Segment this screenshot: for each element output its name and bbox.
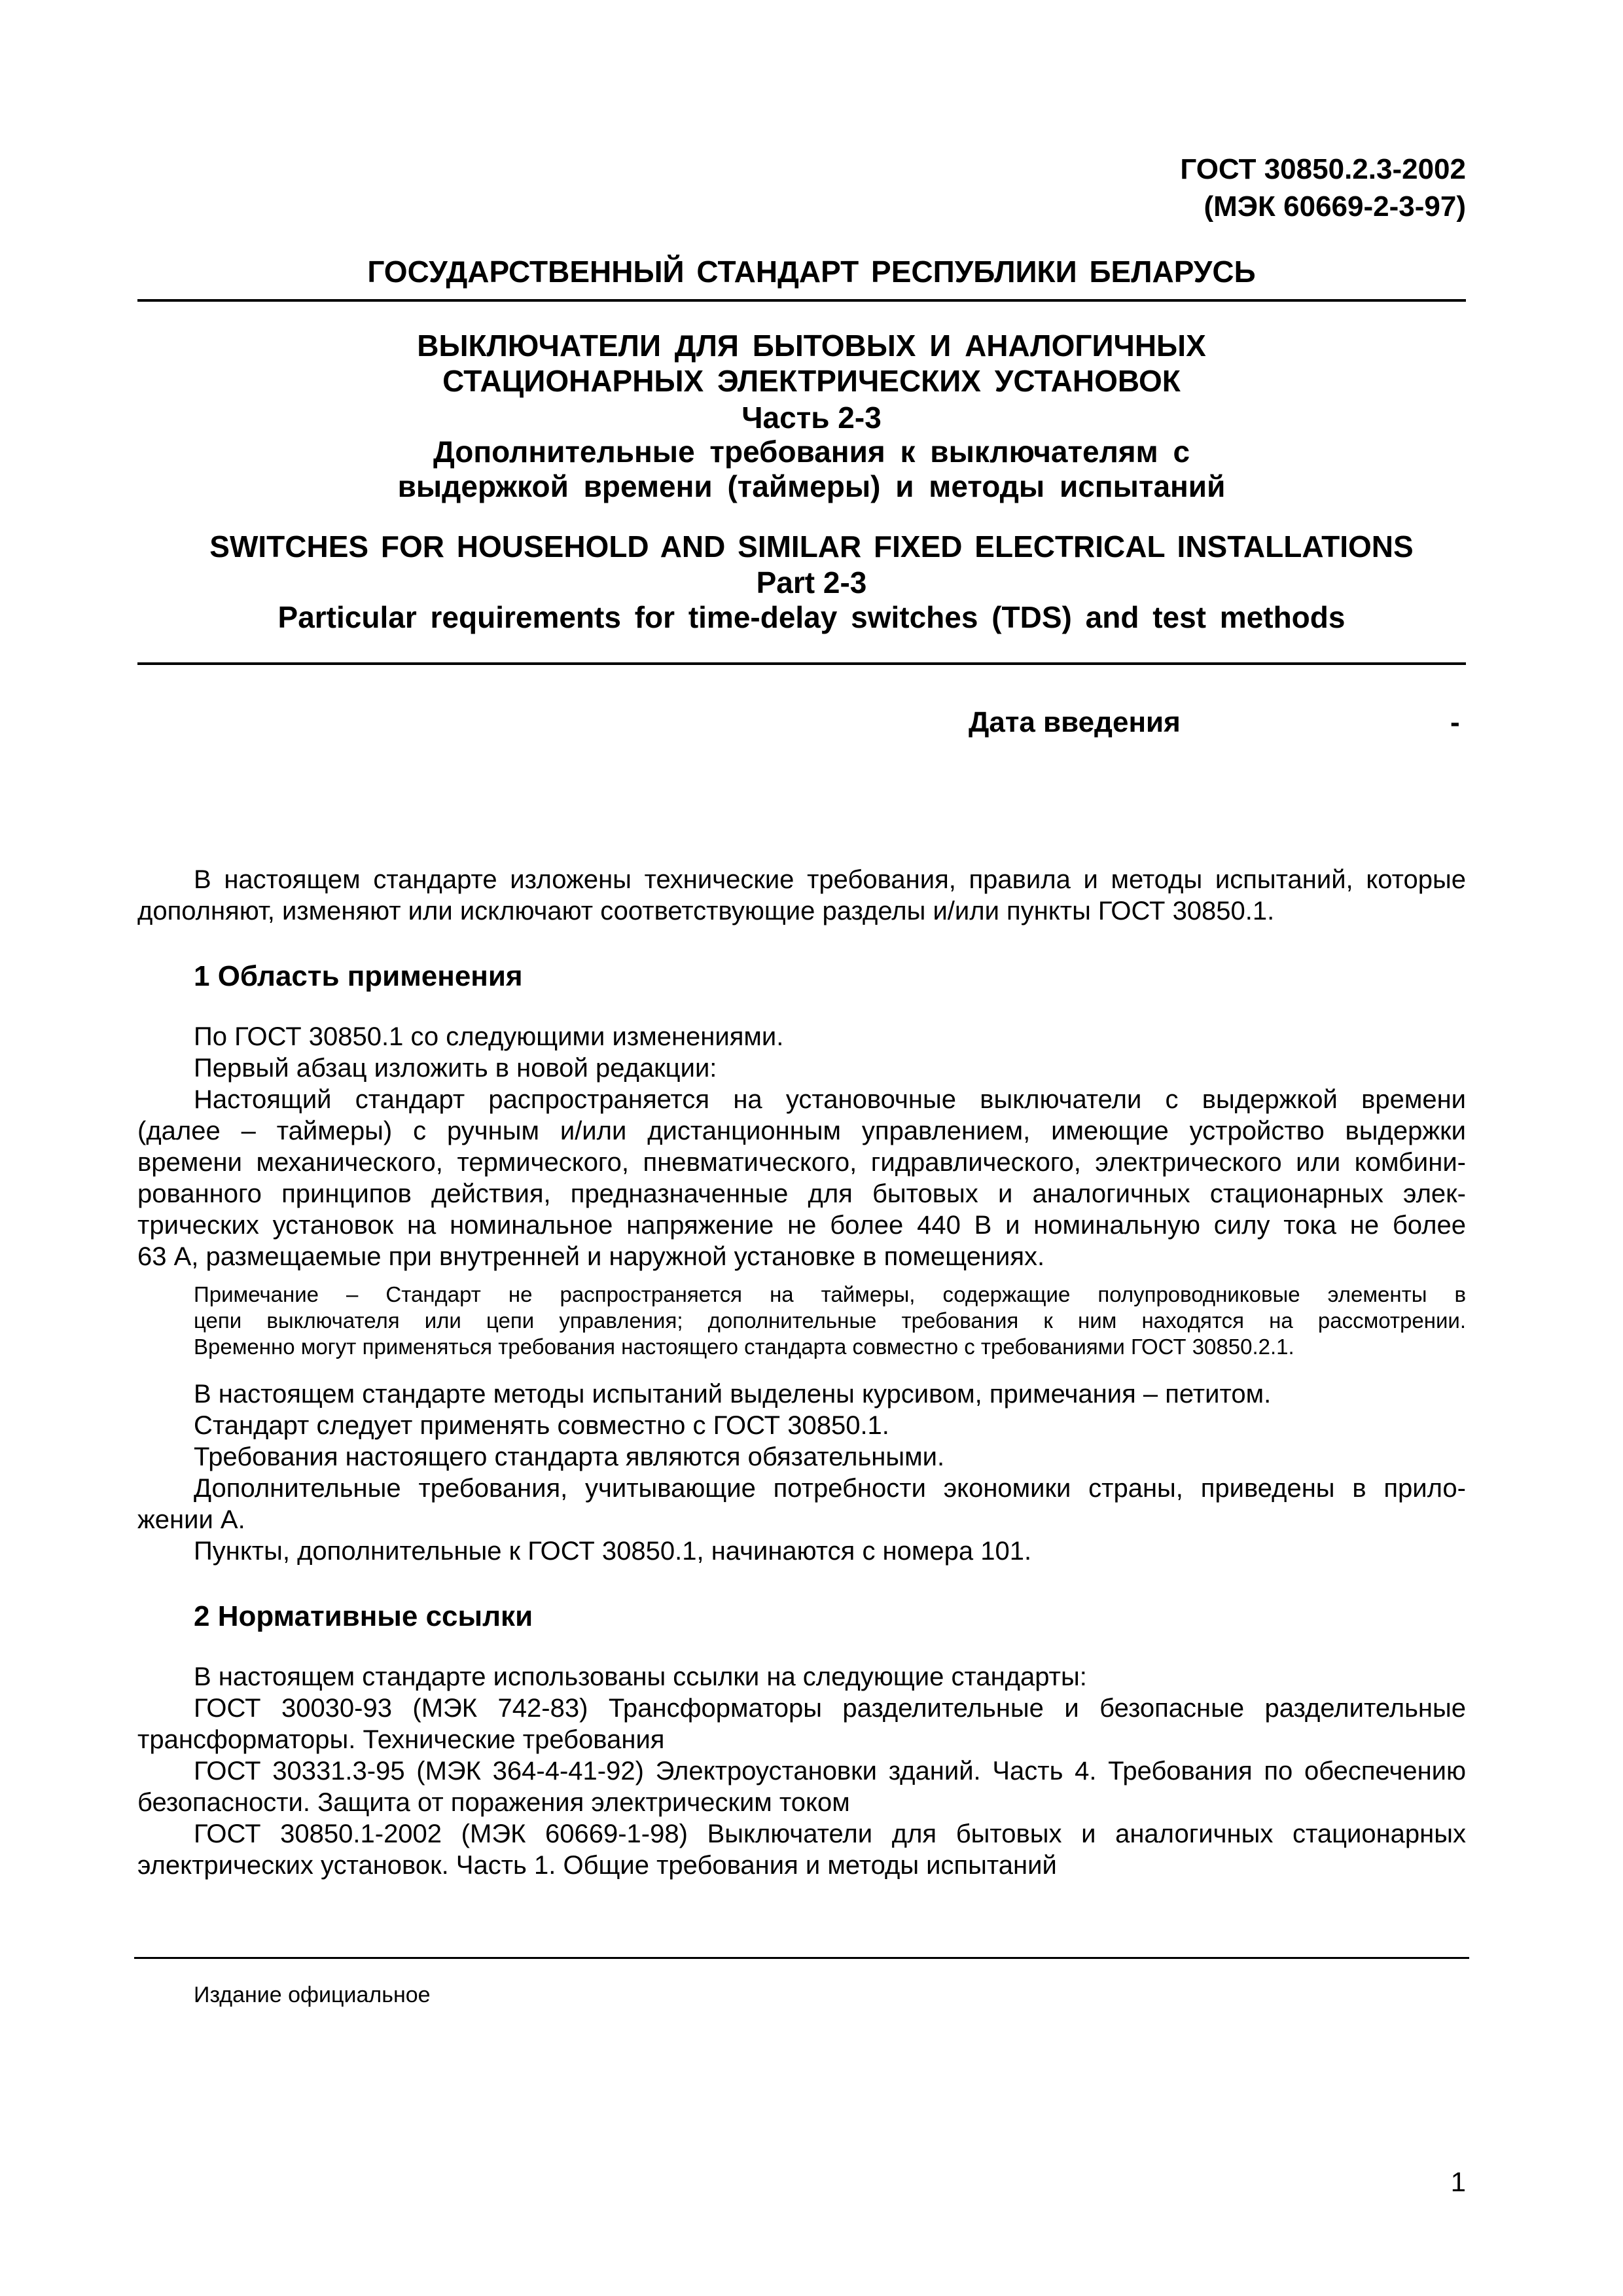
section1-p3-line4: рованного принципов действия, предназначенные для бытовых и аналогичных стационарных элек- [137, 1179, 1466, 1208]
section1-p3-line1: Настоящий стандарт распространяется на установочные выключатели с выдержкой времени [194, 1085, 1466, 1114]
gost-number: ГОСТ 30850.2.3-2002 [1180, 153, 1466, 185]
title-ru-part: Часть 2-3 [741, 401, 882, 435]
section2-ref2-line1: ГОСТ 30331.3-95 (МЭК 364-4-41-92) Электроустановки зданий. Часть 4. Требования по обеспечению [194, 1757, 1466, 1785]
section2-ref3-line1: ГОСТ 30850.1-2002 (МЭК 60669-1-98) Выключатели для бытовых и аналогичных стационарных [194, 1820, 1466, 1848]
section2-ref2-line2: безопасности. Защита от поражения электрическим током [137, 1788, 850, 1817]
section2-ref3-line2: электрических установок. Часть 1. Общие требования и методы испытаний [137, 1851, 1057, 1880]
section1-p2: Первый абзац изложить в новой редакции: [194, 1054, 717, 1083]
note-line3: Временно могут применяться требования настоящего стандарта совместно с требованиями ГОСТ 30850.2.1. [194, 1335, 1294, 1359]
title-en-line1: SWITCHES FOR HOUSEHOLD AND SIMILAR FIXED ELECTRICAL INSTALLATIONS [209, 529, 1414, 564]
section1-p3-line3: времени механического, термического, пневматического, гидравлического, электрического или комбини- [137, 1148, 1466, 1177]
section1-p3-line6: 63 А, размещаемые при внутренней и наружной установке в помещениях. [137, 1242, 1045, 1271]
section2-heading: 2 Нормативные ссылки [194, 1600, 533, 1632]
note-line2: цепи выключателя или цепи управления; дополнительные требования к ним находятся на рассмотрении. [194, 1308, 1466, 1333]
footer-rule [134, 1957, 1469, 1959]
title-ru-subtitle1: Дополнительные требования к выключателям с [433, 435, 1190, 469]
section1-p5: Стандарт следует применять совместно с ГОСТ 30850.1. [194, 1411, 889, 1440]
edition-label: Издание официальное [194, 1982, 431, 2007]
title-rule [137, 662, 1466, 665]
section1-p7-line2: жении А. [137, 1505, 245, 1534]
section2-ref1-line1: ГОСТ 30030-93 (МЭК 742-83) Трансформаторы разделительные и безопасные разделительные [194, 1694, 1466, 1723]
title-en-part: Part 2-3 [756, 565, 867, 600]
section1-p8: Пункты, дополнительные к ГОСТ 30850.1, начинаются с номера 101. [194, 1537, 1032, 1566]
title-ru-line1: ВЫКЛЮЧАТЕЛИ ДЛЯ БЫТОВЫХ И АНАЛОГИЧНЫХ [417, 329, 1206, 363]
intro-line2: дополняют, изменяют или исключают соответствующие разделы и/или пункты ГОСТ 30850.1. [137, 897, 1275, 925]
note-line1: Примечание – Стандарт не распространяется на таймеры, содержащие полупроводниковые элементы в [194, 1282, 1466, 1306]
section1-heading: 1 Область применения [194, 960, 523, 992]
section2-p1: В настоящем стандарте использованы ссылки на следующие стандарты: [194, 1662, 1087, 1691]
section1-p1: По ГОСТ 30850.1 со следующими изменениями. [194, 1022, 784, 1051]
section1-p6: Требования настоящего стандарта являются обязательными. [194, 1443, 945, 1471]
page-number: 1 [1450, 2166, 1466, 2197]
title-ru-subtitle2: выдержкой времени (таймеры) и методы испытаний [397, 469, 1226, 503]
intro-line1: В настоящем стандарте изложены технические требования, правила и методы испытаний, которые [194, 865, 1466, 894]
state-standard-title: ГОСУДАРСТВЕННЫЙ СТАНДАРТ РЕСПУБЛИКИ БЕЛАРУСЬ [367, 255, 1256, 289]
title-ru-line2: СТАЦИОНАРНЫХ ЭЛЕКТРИЧЕСКИХ УСТАНОВОК [442, 364, 1181, 398]
intro-date-value: - [1450, 706, 1460, 738]
header-rule [137, 299, 1466, 302]
title-en-subtitle: Particular requirements for time-delay switches (TDS) and test methods [277, 600, 1346, 634]
iec-number: (МЭК 60669-2-3-97) [1204, 190, 1466, 223]
intro-date-label: Дата введения [969, 706, 1181, 738]
section1-p4: В настоящем стандарте методы испытаний выделены курсивом, примечания – петитом. [194, 1380, 1272, 1408]
section1-p7-line1: Дополнительные требования, учитывающие потребности экономики страны, приведены в прило- [194, 1474, 1466, 1503]
section1-p3-line5: трических установок на номинальное напряжение не более 440 В и номинальную силу тока не более [137, 1211, 1466, 1240]
section2-ref1-line2: трансформаторы. Технические требования [137, 1725, 665, 1754]
section1-p3-line2: (далее – таймеры) с ручным и/или дистанционным управлением, имеющие устройство выдержки [137, 1117, 1466, 1145]
